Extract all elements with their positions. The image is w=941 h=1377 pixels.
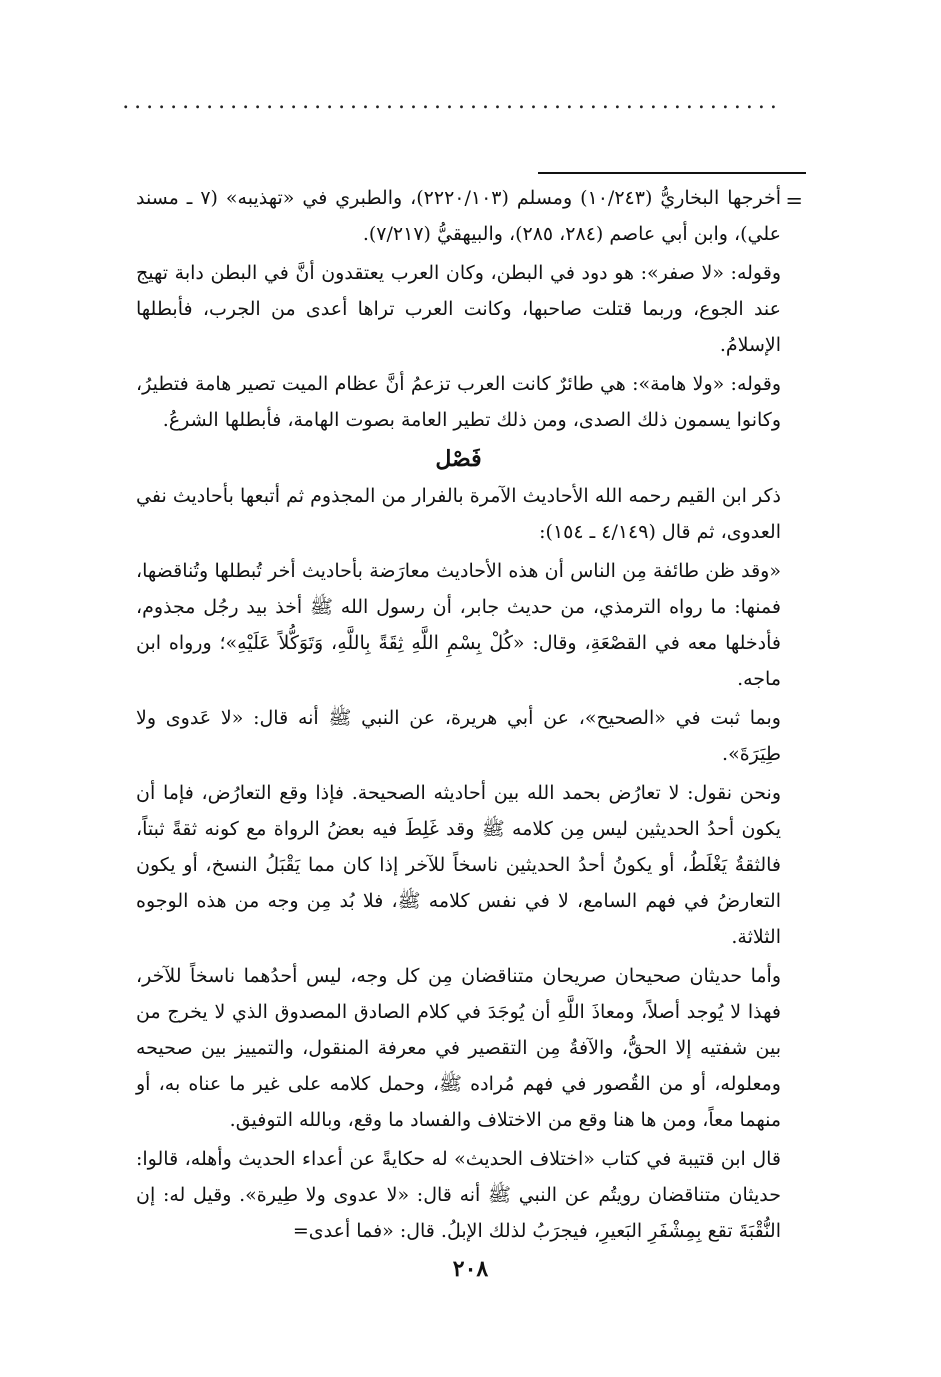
main-paragraph: وبما ثبت في «الصحيح»، عن أبي هريرة، عن النبي ﷺ أنه قال: «لا عَدوى ولا طِيَرَةَ». bbox=[136, 707, 781, 765]
page-body bbox=[136, 180, 781, 1252]
main-paragraph: قال ابن قتيبة في كتاب «اختلاف الحديث» له حكايةً عن أعداء الحديث وأهله، قالوا: حديثان متناقضان رويتُم عن النبي ﷺ أنه قال: «لا عدوى ولا طِيرة». وقيل له: إن النُّقْبَةَ تقع بِمِشْفَرِ البَعيرِ، فيجرَبُ لذلك الإبلُ. قال: «فما أعدى= bbox=[136, 1148, 781, 1242]
footnote-paragraph: وقوله: «ولا هامة»: هي طائرٌ كانت العرب تزعمُ أنَّ عظام الميت تصير هامة فتطيرُ، وكانوا يسمون ذلك الصدى، ومن ذلك تطير العامة بصوت الهامة، فأبطلها الشرعُ. bbox=[136, 373, 781, 431]
footnote-continuation-marker: = bbox=[785, 189, 803, 213]
main-paragraph: ذكر ابن القيم رحمه الله الأحاديث الآمرة بالفرار من المجذوم ثم أتبعها بأحاديث نفي العدوى، ثم قال (٤/١٤٩ ـ ١٥٤): bbox=[136, 485, 781, 543]
main-paragraph: وأما حديثان صحيحان صريحان متناقضان مِن كل وجه، ليس أحدُهما ناسخاً للآخر، فهذا لا يُوجد أصلاً، ومعاذَ اللَّهِ أن يُوجَدَ في كلام الصادق المصدوق الذي لا يخرج من بين شفتيه إلا الحقُّ، والآفةُ مِن التقصير في معرفة المنقول، والتمييز بين صحيحه ومعلوله، أو من القُصور في فهم مُراده ﷺ، وحمل كلامه على غير ما عناه به، أو منهما معاً، ومن ها هنا وقع من الاختلاف والفساد ما وقع، وبالله التوفيق. bbox=[136, 965, 781, 1131]
footnote-paragraph: أخرجها البخاريُّ (١٠/٢٤٣) ومسلم (٢٢٢٠/١٠٣)، والطبري في «تهذيبه» (٧ ـ مسند علي)، وابن أبي عاصم (٢٨٤، ٢٨٥)، والبيهقيُّ (٧/٢١٧). bbox=[136, 187, 781, 245]
main-paragraph: «وقد ظن طائفة مِن الناس أن هذه الأحاديث معارَضة بأحاديث أخر تُبطلها وتُناقضها، فمنها: ما رواه الترمذي، من حديث جابر، أن رسول الله ﷺ أخذ بيد رجُل مجذوم، فأدخلها معه في القصْعَةِ، وقال: «كُلْ بِسْمِ اللَّهِ ثِقَةً بِاللَّهِ، وَتَوَكُّلاً عَلَيْهِ»؛ ورواه ابن ماجه. bbox=[136, 560, 781, 690]
footnote-block bbox=[136, 180, 781, 438]
main-paragraph: ونحن نقول: لا تعارُض بحمد الله بين أحاديثه الصحيحة. فإذا وقع التعارُض، فإما أن يكون أحدُ الحديثين ليس مِن كلامه ﷺ وقد غَلِطَ فيه بعضُ الرواة مع كونه ثقةً ثبتاً، فالثقةُ يَغْلَطُ، أو يكونُ أحدُ الحديثين ناسخاً للآخر إذا كان مما يَقْبَلُ النسخ، أو يكون التعارضُ في فهم السامع، لا في نفس كلامه ﷺ، فلا بُد مِن وجه من هذه الوجوه الثلاثة. bbox=[136, 782, 781, 948]
section-heading: فَصْل bbox=[435, 446, 482, 472]
page-number: ٢٠٨ bbox=[452, 1256, 489, 1282]
footnote-separator-rule bbox=[538, 172, 806, 174]
header-dotted-line: ....................................................... bbox=[122, 92, 782, 112]
main-text bbox=[136, 478, 781, 1249]
footnote-paragraph: وقوله: «لا صفر»: هو دود في البطن، وكان العرب يعتقدون أنَّ في البطن دابة تهيج عند الجوع، وربما قتلت صاحبها، وكانت العرب تراها أعدى من الجرب، فأبطلها الإسلامُ. bbox=[136, 262, 781, 356]
